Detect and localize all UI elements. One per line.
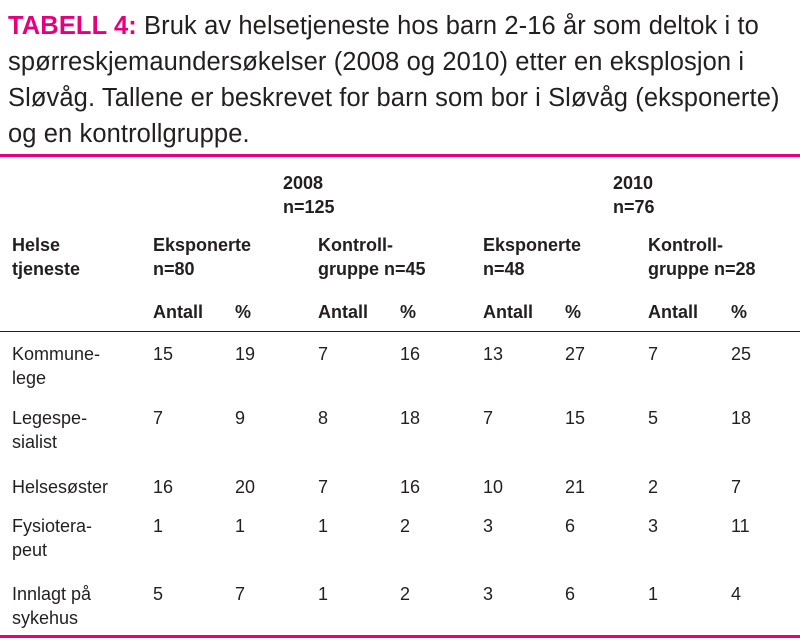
table-cell: 1 xyxy=(648,584,659,604)
table-cell: 3 xyxy=(483,516,494,536)
group-header: Kontroll- gruppe n=45 xyxy=(318,235,426,279)
table-cell: 7 xyxy=(318,344,329,364)
subheader-cell: % xyxy=(731,302,748,322)
table-cell: 7 xyxy=(153,408,164,428)
table-cell: 13 xyxy=(483,344,504,364)
table-cell: 7 xyxy=(648,344,659,364)
table-cell: 21 xyxy=(565,477,586,497)
table-cell: 15 xyxy=(565,408,586,428)
table-cell: 2 xyxy=(400,584,411,604)
table-cell: 7 xyxy=(731,477,742,497)
year-header-2008: 2008 n=125 xyxy=(283,173,335,217)
row-label: Legespe- sialist xyxy=(12,408,88,452)
table-cell: 2 xyxy=(648,477,659,497)
group-header: Kontroll- gruppe n=28 xyxy=(648,235,756,279)
top-rule xyxy=(0,154,800,157)
table-cell: 15 xyxy=(153,344,174,364)
table-cell: 18 xyxy=(400,408,421,428)
table-cell: 7 xyxy=(483,408,494,428)
subheader-cell: % xyxy=(565,302,582,322)
table-cell: 6 xyxy=(565,584,576,604)
table-cell: 16 xyxy=(400,477,421,497)
table-cell: 9 xyxy=(235,408,246,428)
table-cell: 19 xyxy=(235,344,256,364)
table-cell: 16 xyxy=(153,477,174,497)
table-cell: 27 xyxy=(565,344,586,364)
table-cell: 3 xyxy=(483,584,494,604)
bottom-rule xyxy=(0,635,800,638)
row-label: Helsesøster xyxy=(12,477,109,497)
row-label: Innlagt på sykehus xyxy=(12,584,92,628)
table-cell: 7 xyxy=(235,584,246,604)
subheader-cell: Antall xyxy=(153,302,204,322)
table-cell: 1 xyxy=(318,584,329,604)
table-cell: 1 xyxy=(153,516,164,536)
table-cell: 10 xyxy=(483,477,504,497)
row-label: Fysiotera- peut xyxy=(12,516,93,560)
year-header-2010: 2010 n=76 xyxy=(613,173,655,217)
subheader-cell: Antall xyxy=(483,302,534,322)
table-cell: 1 xyxy=(235,516,246,536)
table-cell: 11 xyxy=(731,516,750,536)
row-label: Kommune- lege xyxy=(12,344,101,388)
subheader-cell: % xyxy=(400,302,417,322)
subheader-cell: Antall xyxy=(648,302,699,322)
table-cell: 16 xyxy=(400,344,421,364)
table-cell: 3 xyxy=(648,516,659,536)
group-header: Eksponerte n=48 xyxy=(483,235,582,279)
table-label: TABELL 4: xyxy=(8,12,137,40)
header-rule xyxy=(0,331,800,332)
table-cell: 20 xyxy=(235,477,256,497)
table-cell: 25 xyxy=(731,344,752,364)
table-cell: 5 xyxy=(153,584,164,604)
table-cell: 18 xyxy=(731,408,752,428)
subheader-cell: Antall xyxy=(318,302,369,322)
table-cell: 2 xyxy=(400,516,411,536)
table-cell: 7 xyxy=(318,477,329,497)
table-cell: 6 xyxy=(565,516,576,536)
table-cell: 5 xyxy=(648,408,659,428)
caption-text: Bruk av helsetjeneste hos barn 2-16 år som deltok i to spørreskjemaundersøkelser (2008 og 2010) etter en eksplosjon i Sløvåg. Tallene er beskrevet for barn som bor i Sløvåg (eksponerte) og en kontrollgruppe. xyxy=(8,12,780,148)
table-cell: 1 xyxy=(318,516,329,536)
subheader-cell: % xyxy=(235,302,252,322)
column-header-service: Helse tjeneste xyxy=(12,235,81,279)
table-caption xyxy=(8,8,792,152)
table-cell: 4 xyxy=(731,584,742,604)
group-header: Eksponerte n=80 xyxy=(153,235,252,279)
table-cell: 8 xyxy=(318,408,329,428)
